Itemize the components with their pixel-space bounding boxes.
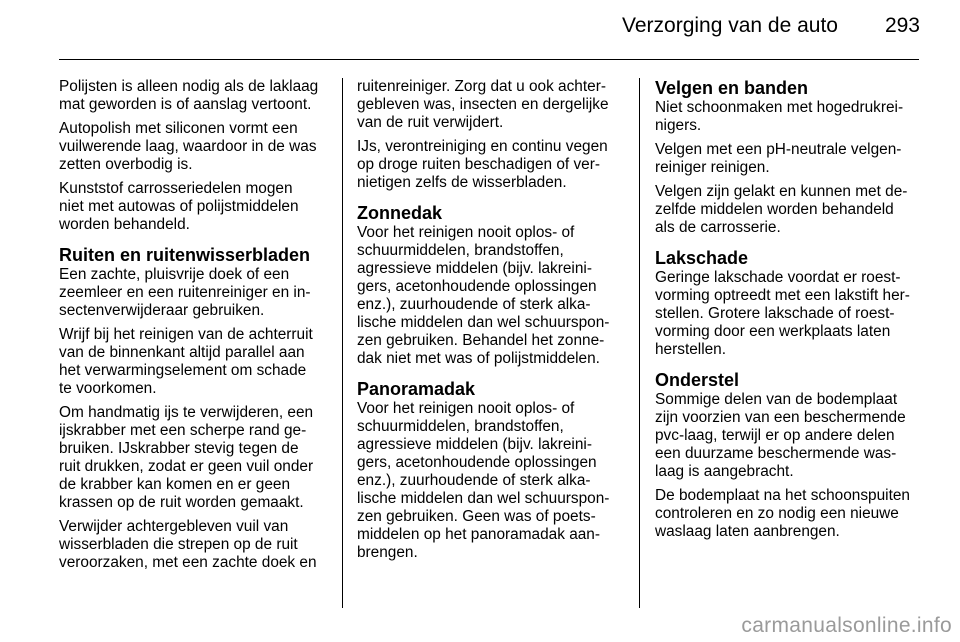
paragraph-bodemplaat: Sommige delen van de bodemplaat zijn voorzien van een beschermende pvc-laag, terwijl er op andere delen een duurzame beschermende was- laag is aangebracht.: [655, 391, 906, 480]
paragraph-wisserbladen: Verwijder achtergebleven vuil van wisserbladen die strepen op de ruit veroorzaken, met een zachte doek en: [59, 518, 317, 571]
heading-ruiten: Ruiten en ruitenwisserbladen: [59, 245, 311, 265]
heading-panoramadak: Panoramadak: [357, 379, 476, 399]
watermark: carmanualsonline.info: [741, 614, 952, 637]
page-number: 293: [884, 14, 920, 37]
heading-lakschade: Lakschade: [655, 248, 749, 268]
paragraph-velgen-gelakt: Velgen zijn gelakt en kunnen met de- zelfde middelen worden behandeld als de carrosserie.: [655, 183, 908, 236]
paragraph-hogedruk: Niet schoonmaken met hogedrukrei- nigers.: [655, 99, 904, 134]
paragraph-zachte-doek: Een zachte, pluisvrije doek of een zeemleer en een ruitenreiniger en in- sectenverwijderaar gebruiken.: [59, 266, 311, 319]
paragraph-ph-neutraal: Velgen met een pH-neutrale velgen- reiniger reinigen.: [655, 141, 902, 176]
column-divider: [639, 78, 640, 608]
header-divider: [59, 59, 919, 60]
heading-velgen: Velgen en banden: [655, 78, 809, 98]
paragraph-ijs-verwijderen: Om handmatig ijs te verwijderen, een ijskrabber met een scherpe rand ge- bruiken. IJskrabber stevig tegen de ruit drukken, zodat er geen vuil onder de krabber kan komen en er geen krassen op de ruit worden gemaakt.: [59, 404, 314, 511]
paragraph-panoramadak: Voor het reinigen nooit oplos- of schuurmiddelen, brandstoffen, agressieve middelen (bijv. lakreini- gers, acetonhoudende oplossingen enz.), zuurhoudende of sterk alka- lische middelen dan wel schuurspon- zen gebruiken. Geen was of poets- middelen op het panoramadak aan- brengen.: [357, 400, 610, 561]
paragraph-ruitenreiniger: ruitenreiniger. Zorg dat u ook achter- gebleven was, insecten en dergelijke van de ruit verwijdert.: [357, 78, 609, 131]
page-title: Verzorging van de auto: [622, 14, 838, 37]
column-2: [357, 78, 625, 568]
column-3: [655, 78, 923, 547]
paragraph-lakschade: Geringe lakschade voordat er roest- vorming optreedt met een lakstift her- stellen. Grotere lakschade of roest- vorming door een werkplaats laten herstellen.: [655, 269, 910, 358]
paragraph-achterruit: Wrijf bij het reinigen van de achterruit van de binnenkant altijd parallel aan het verwarmingselement om schade te voorkomen.: [59, 326, 313, 397]
paragraph-ijs-verontreiniging: IJs, verontreiniging en continu vegen op droge ruiten beschadigen of ver- nietigen zelfs de wisserbladen.: [357, 138, 608, 191]
paragraph-zonnedak: Voor het reinigen nooit oplos- of schuurmiddelen, brandstoffen, agressieve middelen (bijv. lakreini- gers, acetonhoudende oplossingen enz.), zuurhoudende of sterk alka- lische middelen dan wel schuurspon- zen gebruiken. Behandel het zonne- dak niet met was of polijstmiddelen.: [357, 224, 610, 367]
paragraph-schoonspuiten: De bodemplaat na het schoonspuiten controleren en zo nodig een nieuwe waslaag laten aanbrengen.: [655, 487, 910, 540]
heading-zonnedak: Zonnedak: [357, 203, 443, 223]
heading-onderstel: Onderstel: [655, 370, 740, 390]
paragraph-autopolish: Autopolish met siliconen vormt een vuilwerende laag, waardoor in de was zetten overbodig is.: [59, 120, 317, 173]
column-1: [59, 78, 327, 578]
paragraph-polijsten: Polijsten is alleen nodig als de laklaag mat geworden is of aanslag vertoont.: [59, 78, 319, 113]
column-divider: [342, 78, 343, 608]
paragraph-kunststof: Kunststof carrosseriedelen mogen niet met autowas of polijstmiddelen worden behandeld.: [59, 180, 299, 233]
